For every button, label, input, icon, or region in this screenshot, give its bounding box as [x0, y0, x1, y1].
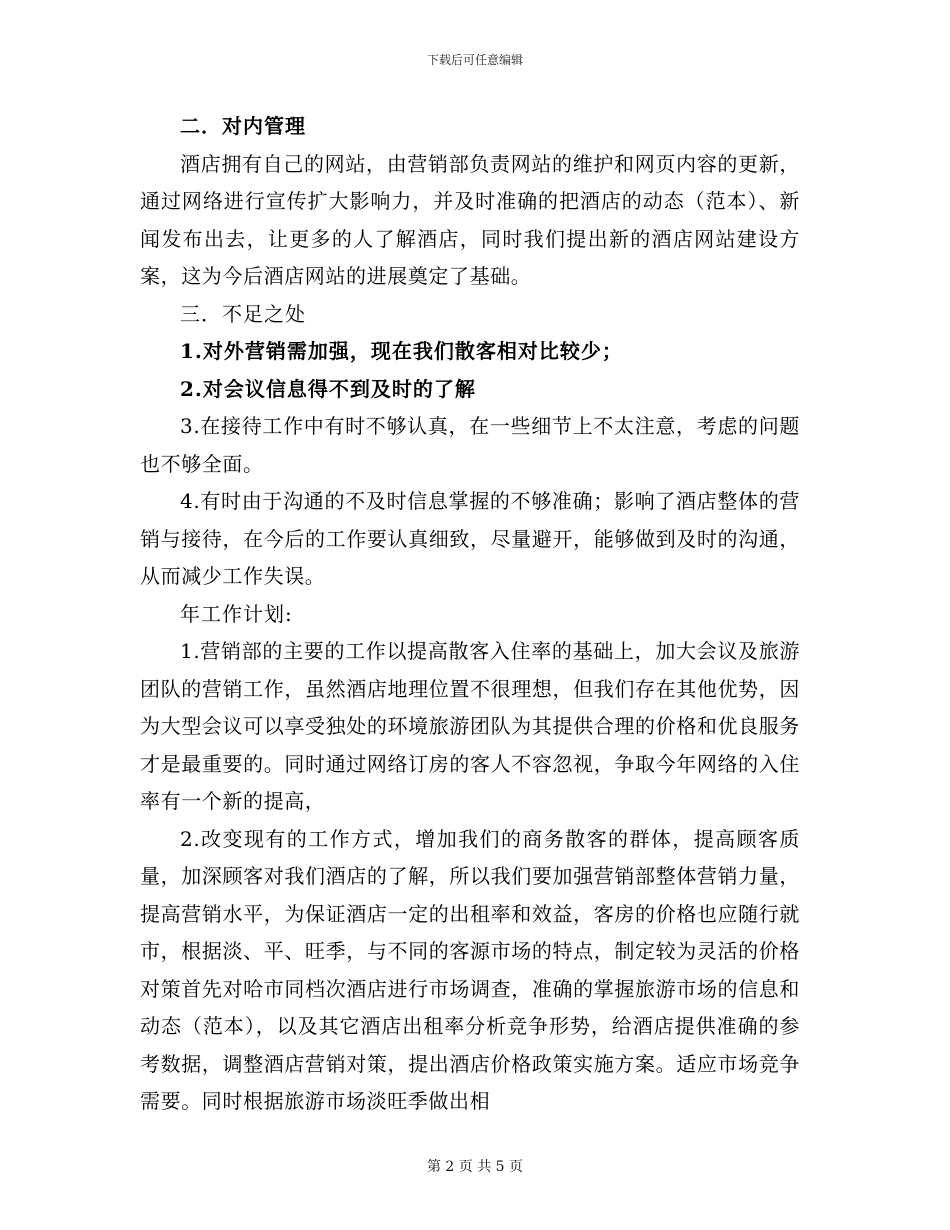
page-number-footer: 第 2 页 共 5 页 — [426, 1159, 524, 1175]
shortcoming-item-4: 4.有时由于沟通的不及时信息掌握的不够准确；影响了酒店整体的营销与接待，在今后的工作要认真细致，尽量避开，能够做到及时的沟通，从而减少工作失误。 — [140, 489, 800, 588]
work-plan-item-1: 1.营销部的主要的工作以提高散客入住率的基础上，加大会议及旅游团队的营销工作，虽然酒店地理位置不很理想，但我们存在其他优势，因为大型会议可以享受独处的环境旅游团队为其提供合理的价格和优良服务才是最重要的。同时通过网络订房的客人不容忽视，争取今年网络的入住率有一个新的提高， — [140, 639, 800, 813]
shortcoming-item-2: 2.对会议信息得不到及时的了解 — [180, 376, 476, 401]
section-heading-internal-management: 二．对内管理 — [180, 114, 306, 138]
paragraph-website: 酒店拥有自己的网站，由营销部负责网站的维护和网页内容的更新，通过网络进行宣传扩大影响力，并及时准确的把酒店的动态（范本）、新闻发布出去，让更多的人了解酒店，同时我们提出新的酒店网站建设方案，这为今后酒店网站的进展奠定了基础。 — [140, 151, 800, 288]
shortcoming-item-1: 1.对外营销需加强，现在我们散客相对比较少； — [180, 339, 623, 363]
page-header-note: 下载后可任意编辑 — [426, 53, 523, 67]
work-plan-item-2: 2.改变现有的工作方式，增加我们的商务散客的群体，提高顾客质量，加深顾客对我们酒店的了解，所以我们要加强营销部整体营销力量，提高营销水平，为保证酒店一定的出租率和效益，客房的价格也应随行就市，根据淡、平、旺季，与不同的客源市场的特点，制定较为灵活的价格对策首先对哈市同档次酒店进行市场调查，准确的掌握旅游市场的信息和动态（范本），以及其它酒店出租率分析竞争形势，给酒店提供准确的参考数据，调整酒店营销对策，提出酒店价格政策实施方案。适应市场竞争需要。同时根据旅游市场淡旺季做出相 — [140, 826, 800, 1113]
document-body — [140, 108, 800, 1121]
section-heading-shortcomings: 三．不足之处 — [180, 301, 306, 326]
shortcoming-item-3: 3.在接待工作中有时不够认真，在一些细节上不太注意，考虑的问题也不够全面。 — [140, 414, 800, 476]
work-plan-title: 年工作计划: — [180, 601, 293, 626]
